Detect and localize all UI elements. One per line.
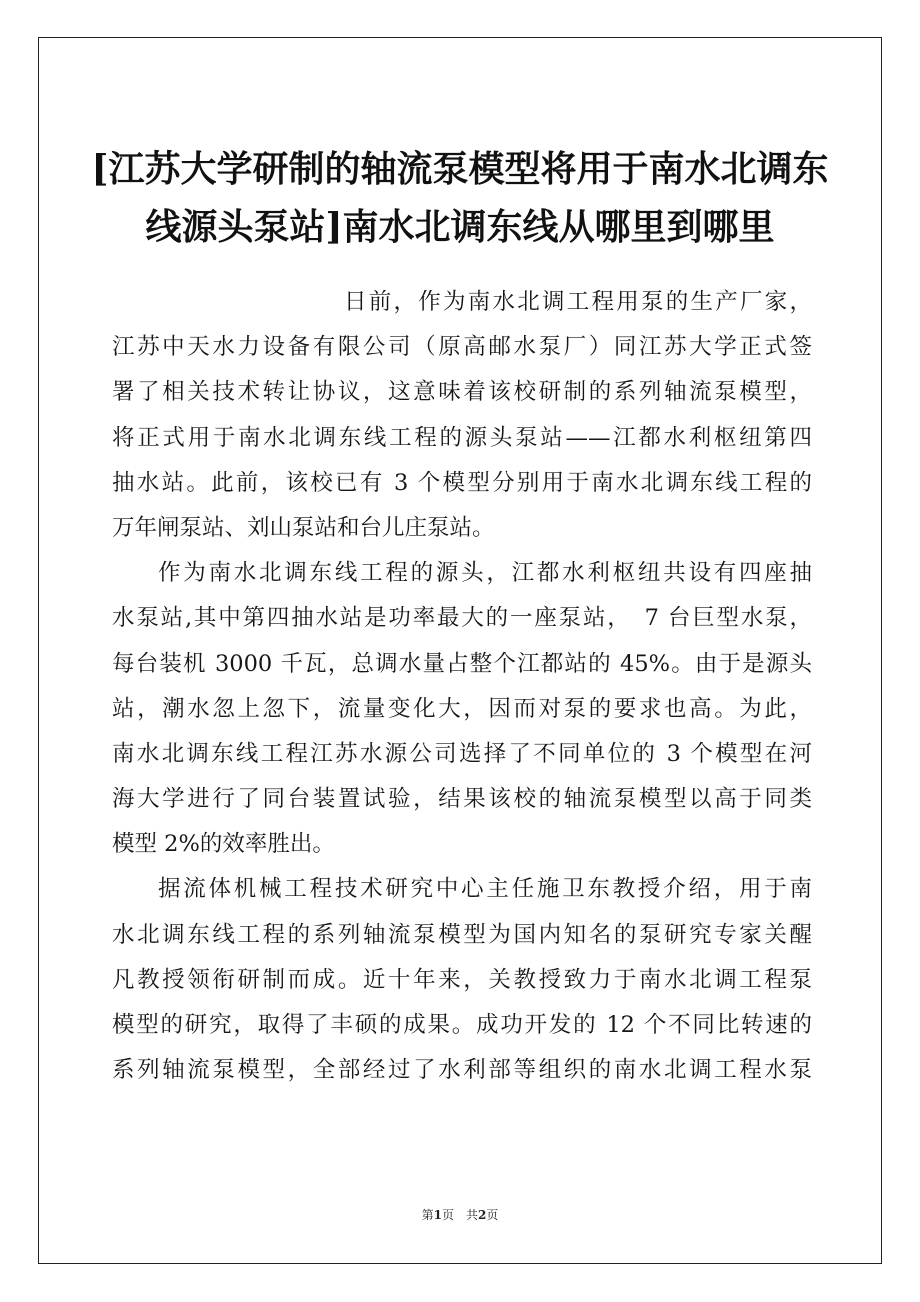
footer-page-total: 2 [478, 1208, 487, 1222]
paragraph-2-line-3: 每台装机 3000 千瓦，总调水量占整个江都站的 45%。由于是源头 [112, 650, 812, 677]
footer-page-current: 1 [433, 1208, 442, 1222]
title-line-1: [江苏大学研制的轴流泵模型将用于南水北调东 [91, 148, 829, 190]
paragraph-2-line-2: 水泵站,其中第四抽水站是功率最大的一座泵站， 7 台巨型水泵， [112, 605, 812, 632]
document-body [112, 280, 812, 1093]
paragraph-1-line-4: 将正式用于南水北调东线工程的源头泵站——江都水利枢纽第四 [112, 424, 812, 451]
paragraph-3-line-4: 模型的研究，取得了丰硕的成果。成功开发的 12 个不同比转速的 [112, 1012, 812, 1038]
paragraph-3-line-2: 水北调东线工程的系列轴流泵模型为国内知名的泵研究专家关醒 [112, 921, 812, 948]
paragraph-2-line-6: 海大学进行了同台装置试验，结果该校的轴流泵模型以高于同类 [112, 786, 812, 813]
paragraph-2-line-4: 站，潮水忽上忽下，流量变化大，因而对泵的要求也高。为此， [112, 695, 812, 722]
page-footer [40, 1206, 880, 1223]
paragraph-1-line-3: 署了相关技术转让协议，这意味着该校研制的系列轴流泵模型， [112, 379, 812, 406]
paragraph-3-line-1: 据流体机械工程技术研究中心主任施卫东教授介绍，用于南 [158, 876, 812, 903]
paragraph-3-line-5: 系列轴流泵模型，全部经过了水利部等组织的南水北调工程水泵 [112, 1057, 812, 1084]
paragraph-1-line-2: 江苏中天水力设备有限公司（原高邮水泵厂）同江苏大学正式签 [112, 334, 812, 361]
footer-suffix: 页 [486, 1208, 499, 1222]
title-line-2: 线源头泵站]南水北调东线从哪里到哪里 [145, 206, 775, 248]
paragraph-2-line-1: 作为南水北调东线工程的源头，江都水利枢纽共设有四座抽 [158, 560, 812, 587]
paragraph-1-line-6: 万年闸泵站、刘山泵站和台儿庄泵站。 [112, 514, 495, 541]
document-title [40, 140, 880, 256]
paragraph-3-line-3: 凡教授领衔研制而成。近十年来，关教授致力于南水北调工程泵 [112, 966, 812, 993]
paragraph-2-line-5: 南水北调东线工程江苏水源公司选择了不同单位的 3 个模型在河 [112, 740, 812, 767]
paragraph-1-line-5: 抽水站。此前，该校已有 3 个模型分别用于南水北调东线工程的 [112, 469, 812, 496]
footer-prefix: 第 [421, 1208, 434, 1222]
paragraph-1-line-1: 日前，作为南水北调工程用泵的生产厂家， [344, 289, 812, 315]
paragraph-2-line-7: 模型 2%的效率胜出。 [112, 831, 335, 858]
footer-middle: 页 共 [441, 1208, 478, 1222]
